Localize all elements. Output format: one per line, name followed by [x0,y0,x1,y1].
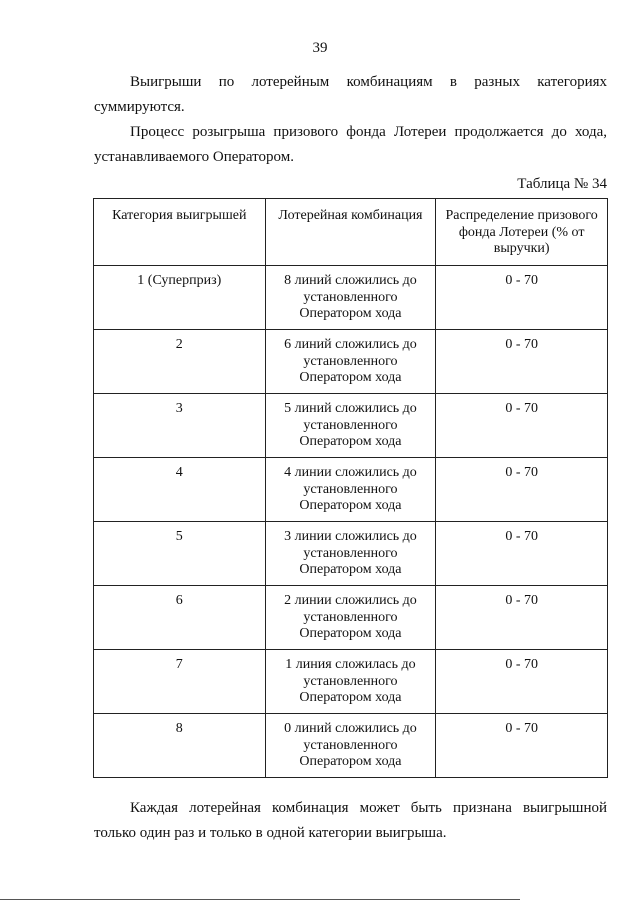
cell-combination: 3 линии сложились до установленного Оператором хода [265,522,436,586]
cell-distribution: 0 - 70 [436,714,608,778]
table-row [94,266,608,330]
table-caption: Таблица № 34 [517,176,607,192]
cell-distribution: 0 - 70 [436,330,608,394]
paragraph-single-win: Каждая лотерейная комбинация может быть признана выигрышной только один раз и только в одной категории выигрыша. [94,800,607,841]
cell-category: 1 (Суперприз) [94,266,266,330]
cell-distribution: 0 - 70 [436,586,608,650]
table-row [94,586,608,650]
cell-category: 6 [94,586,266,650]
table-row [94,522,608,586]
table-row [94,394,608,458]
cell-distribution: 0 - 70 [436,394,608,458]
table-row [94,330,608,394]
header-combination: Лотерейная комбинация [265,199,436,266]
table-row [94,714,608,778]
table-row [94,650,608,714]
header-category: Категория выигрышей [94,199,266,266]
cell-combination: 1 линия сложилась до установленного Оператором хода [265,650,436,714]
cell-combination: 0 линий сложились до установленного Оператором хода [265,714,436,778]
cell-category: 4 [94,458,266,522]
cell-combination: 2 линии сложились до установленного Оператором хода [265,586,436,650]
cell-distribution: 0 - 70 [436,522,608,586]
cell-category: 5 [94,522,266,586]
table-header-row [94,199,608,266]
paragraph-summation: Выигрыши по лотерейным комбинациям в разных категориях суммируются. [94,74,607,115]
cell-category: 7 [94,650,266,714]
paragraph-process: Процесс розыгрыша призового фонда Лотереи продолжается до хода, устанавливаемого Оператором. [94,124,607,165]
cell-distribution: 0 - 70 [436,458,608,522]
cell-combination: 8 линий сложились до установленного Оператором хода [265,266,436,330]
cell-distribution: 0 - 70 [436,650,608,714]
footer-rule [0,899,520,900]
cell-category: 3 [94,394,266,458]
cell-combination: 6 линий сложились до установленного Оператором хода [265,330,436,394]
cell-distribution: 0 - 70 [436,266,608,330]
cell-category: 2 [94,330,266,394]
cell-combination: 5 линий сложились до установленного Оператором хода [265,394,436,458]
cell-category: 8 [94,714,266,778]
header-distribution: Распределение призового фонда Лотереи (% от выручки) [436,199,608,266]
prize-distribution-table [93,198,608,778]
table-row [94,458,608,522]
page-number: 39 [312,40,328,56]
cell-combination: 4 линии сложились до установленного Оператором хода [265,458,436,522]
